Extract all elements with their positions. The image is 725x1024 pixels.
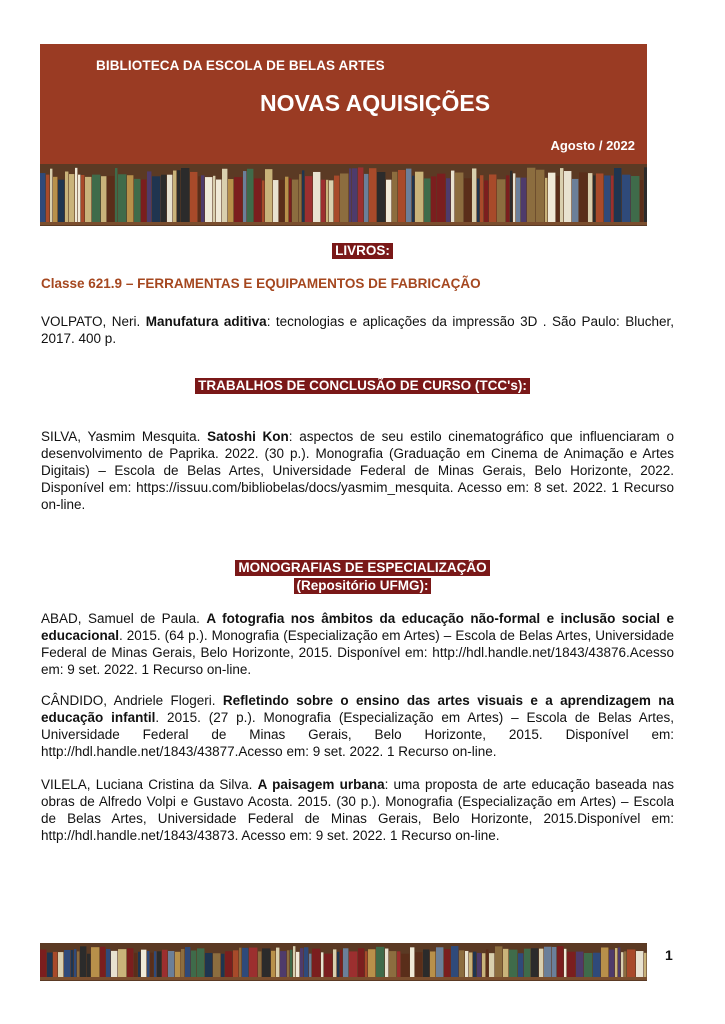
book-spine [513,173,515,222]
book-spine [299,174,301,222]
book-spine [147,171,151,222]
book-spine [377,172,385,222]
book-spine [524,949,530,977]
book-spine [446,178,450,222]
shelf-plank [40,222,647,225]
book-spine [392,172,397,222]
book-spine [247,169,253,222]
bookshelf-image-bottom [40,943,647,981]
ref-title: Refletindo sobre o ensino das artes visuais e a aprendizagem na educação infantil [41,693,674,725]
book-spine [510,171,512,222]
book-spine [480,175,483,222]
book-spine [349,168,351,222]
book-spine [539,949,543,977]
book-spine [58,952,63,977]
book-spine [337,952,339,977]
book-spine [521,178,526,222]
section-tcc [0,377,725,395]
book-spine [279,180,284,222]
book-spine [340,950,342,977]
book-spine [365,951,367,977]
book-spine [349,951,357,977]
book-spine [118,174,126,222]
book-spine [150,953,153,977]
book-spine [423,949,429,977]
book-spine [386,180,391,222]
book-spine [352,168,357,222]
book-spine [302,170,304,222]
book-spine [451,171,454,222]
book-spine [74,949,76,977]
book-spine [415,172,423,222]
book-spine [205,953,212,977]
book-spine [545,178,547,222]
page-number: 1 [665,947,673,963]
book-spine [489,953,494,977]
book-spine [292,180,298,222]
book-spine [516,178,520,222]
book-spine [181,168,189,222]
book-spine [503,949,508,977]
book-spine [106,949,110,977]
book-spine [87,954,90,977]
book-spine [265,169,272,222]
ref-author: ABAD, Samuel de Paula. [41,611,207,626]
book-spine [627,949,635,977]
section-monografias-label: MONOGRAFIAS DE ESPECIALIZAÇÃO [235,560,489,576]
book-spine [65,172,68,222]
book-spine [406,169,411,222]
book-spine [271,951,275,977]
book-spine [548,173,555,222]
book-spine [329,180,333,222]
book-spine [398,170,405,222]
book-spine [593,953,600,977]
book-spine [201,175,204,222]
book-spine [101,176,106,222]
reference-abad [41,610,674,678]
book-spine [233,950,238,977]
book-spine [624,951,626,977]
book-spine [465,951,468,977]
book-spine [234,177,242,222]
book-spine [152,176,160,222]
book-spine [154,951,156,977]
ref-title: A fotografia nos âmbitos da educação não-formal e inclusão social e educacional [41,611,674,643]
book-spine [280,951,286,977]
book-spine [58,180,64,222]
section-tcc-label: TRABALHOS DE CONCLUSÃO DE CURSO (TCC's): [195,378,530,394]
book-spine [177,170,180,222]
book-spine [290,950,292,977]
reference-vilela [41,776,674,844]
book-spine [40,173,45,222]
book-spine [430,951,435,977]
book-spine [221,954,224,977]
book-spine [46,175,49,222]
book-spine [134,179,140,222]
book-spine [618,947,620,977]
ref-details: : aspectos de seu estilo cinematográfico que influenciaram o desenvolvimento de Paprika. 2022. (30 p.). Monografia (Graduação em Cinema de Animação e Artes Digitais) – Escola de Belas Artes, Universidade Federal de Minas Gerais, Belo Horizonte, 2022. Disponível em: https://issuu.com/bibliobelas/docs/yasmim_mesquita. Acesso em: 8 set. 2022. 1 Recurso on-line. [41,429,674,512]
book-spine [239,948,241,977]
book-spine [100,947,105,977]
book-spine [141,180,146,222]
ref-author: VILELA, Luciana Cristina da Silva. [41,777,258,792]
book-spine [611,176,613,222]
book-spine [369,168,376,222]
book-spine [127,948,133,977]
ref-author: VOLPATO, Neri. [41,314,146,329]
book-spine [118,949,126,977]
book-spine [162,950,167,977]
book-spine [455,173,463,222]
book-spine [167,175,172,222]
book-spine [185,947,190,977]
book-spine [216,180,221,222]
book-spine [622,175,630,222]
book-spine [614,168,621,222]
book-spine [285,177,288,222]
book-spine [77,951,79,977]
book-spine [107,176,114,222]
ref-author: SILVA, Yasmim Mesquita. [41,429,208,444]
book-spine [518,953,523,977]
book-spine [80,946,86,977]
book-spine [486,949,488,977]
header-banner [40,44,647,164]
book-spine [593,175,595,222]
book-spine [482,953,485,977]
book-spine [249,948,257,977]
book-spine [191,950,196,977]
book-spine [75,168,77,222]
book-spine [557,946,563,977]
book-spine [544,947,551,977]
book-spine [173,171,176,222]
book-spine [321,952,323,977]
book-spine [640,180,643,222]
book-spine [473,952,476,977]
book-spine [81,175,84,222]
book-spine [389,951,396,977]
book-spine [340,173,348,222]
book-spine [198,176,200,222]
library-name: BIBLIOTECA DA ESCOLA DE BELAS ARTES [96,58,385,73]
book-spine [242,948,248,977]
book-spine [78,175,80,222]
book-spine [333,949,336,977]
book-spine [572,179,578,222]
book-spine [497,179,505,222]
book-spine [111,951,117,977]
book-spine [601,947,608,977]
book-spine [469,952,472,977]
book-spine [50,169,52,222]
ref-title: Manufatura aditiva [145,314,267,329]
book-spine [254,178,261,222]
book-spine [560,168,563,222]
reference-candido [41,692,674,760]
book-spine [397,951,400,977]
book-spine [312,949,320,977]
book-spine [181,949,184,977]
book-spine [464,178,471,222]
book-spine [243,171,246,222]
ref-details: : uma proposta de arte educação baseada nas obras de Alfredo Volpi e Gustavo Acosta. 2015. (30 p.). Monografia (Especialização em Artes) – Escola de Belas Artes, Universidade Federal de Minas Gerais, Belo Horizonte, 2015.Disponível em: http://hdl.handle.net/1843/43873. Acesso em: 9 set. 2022. 1 Recurso on-line. [41,777,674,843]
section-monografias [0,559,725,595]
book-spine [190,172,197,222]
book-spine [644,953,646,977]
book-spine [444,949,450,977]
book-spine [358,167,363,222]
book-spine [609,950,614,977]
book-spine [410,947,414,977]
section-livros-label: LIVROS: [332,243,393,259]
book-spine [276,948,279,977]
book-spine [412,176,414,222]
book-spine [296,952,299,977]
book-spine [358,948,364,977]
book-spine [596,173,603,222]
book-spine [531,948,538,977]
book-spine [262,180,264,222]
reference-silva [41,428,674,513]
book-spine [127,175,133,222]
book-spine [222,169,227,222]
book-spine [47,953,52,977]
book-spine [604,175,610,222]
book-spine [69,174,74,222]
book-spine [309,954,311,977]
book-spine [615,948,617,977]
book-spine [197,948,204,977]
book-spine [213,176,215,222]
book-spine [509,950,517,977]
book-spine [436,947,443,977]
book-spine [556,176,559,222]
ref-details: : tecnologias e aplicações da impressão 3D . São Paulo: Blucher, 2017. 400 p. [41,314,674,346]
book-spine [431,176,436,222]
book-spine [584,953,592,977]
book-spine [451,946,458,977]
book-spine [321,180,325,222]
book-spine [472,168,476,222]
book-spine [168,951,174,977]
book-spine [437,174,445,222]
book-spine [506,175,509,222]
book-spine [401,954,409,977]
book-spine [71,950,73,977]
book-spine [287,950,289,977]
book-spine [91,947,99,977]
book-spine [53,952,57,977]
book-spine [343,948,348,977]
book-spine [631,176,639,222]
book-spine [477,179,479,222]
section-monografias-sublabel: (Repositório UFMG): [294,578,432,594]
book-spine [536,170,544,222]
book-spine [588,173,592,222]
book-spine [567,952,575,977]
book-spine [368,949,375,977]
book-spine [305,176,312,222]
ref-title: A paisagem urbana [257,777,385,792]
book-spine [138,952,140,977]
book-spine [228,179,233,222]
book-spine [644,167,647,222]
book-spine [484,180,488,222]
book-spine [364,174,368,222]
book-spine [175,952,180,977]
book-spine [527,168,535,222]
book-spine [313,172,320,222]
shelf-plank [40,977,647,980]
book-spine [147,951,149,977]
book-spine [300,948,303,977]
book-spine [326,180,328,222]
book-spine [576,952,583,977]
book-spine [205,177,212,222]
book-spine [334,176,339,222]
book-spine [636,951,643,977]
book-spine [273,180,278,222]
book-spine [376,947,384,977]
book-spine [579,172,587,222]
book-spine [385,949,388,977]
ref-title: Satoshi Kon [207,429,289,444]
ref-author: CÂNDIDO, Andriele Flogeri. [41,693,223,708]
book-spine [115,168,117,222]
book-spine [495,946,502,977]
book-spine [324,954,332,977]
book-spine [459,950,464,977]
bookshelf-image-top [40,164,647,226]
ref-details: . 2015. (64 p.). Monografia (Especialização em Artes) – Escola de Belas Artes, Universidade Federal de Minas Gerais, Belo Horizonte, 2015. Disponível em: http://hdl.handle.net/1843/43876.Acesso em: 9 set. 2022. 1 Recurso on-line. [41,628,674,677]
ref-details: . 2015. (27 p.). Monografia (Especialização em Artes) – Escola de Belas Artes, Universidade Federal de Minas Gerais, Belo Horizonte, 2015. Disponível em: http://hdl.handle.net/1843/43877.Acesso em: 9 set. 2022. 1 Recurso on-line. [41,710,674,759]
book-spine [564,171,571,222]
book-spine [141,950,146,977]
book-spine [258,951,261,977]
book-spine [85,177,91,222]
book-spine [564,949,566,977]
book-spine [293,946,295,977]
book-spine [304,947,308,977]
section-livros [0,242,725,260]
page-title: NOVAS AQUISIÇÕES [260,90,491,116]
book-spine [134,953,137,977]
book-spine [157,951,161,977]
class-heading: Classe 621.9 – FERRAMENTAS E EQUIPAMENTOS DE FABRICAÇÃO [41,276,481,291]
book-spine [621,952,623,977]
issue-date: Agosto / 2022 [550,138,635,153]
book-spine [552,947,556,977]
book-spine [40,950,46,977]
book-spine [225,951,232,977]
book-spine [262,948,270,977]
book-spine [477,953,481,977]
book-spine [489,174,496,222]
book-spine [213,953,220,977]
book-spine [415,952,422,977]
book-spine [64,950,70,977]
reference-volpato [41,313,674,347]
book-spine [53,177,57,222]
book-spine [161,175,166,222]
book-spine [424,178,430,222]
book-spine [289,178,291,222]
book-spine [92,175,100,222]
